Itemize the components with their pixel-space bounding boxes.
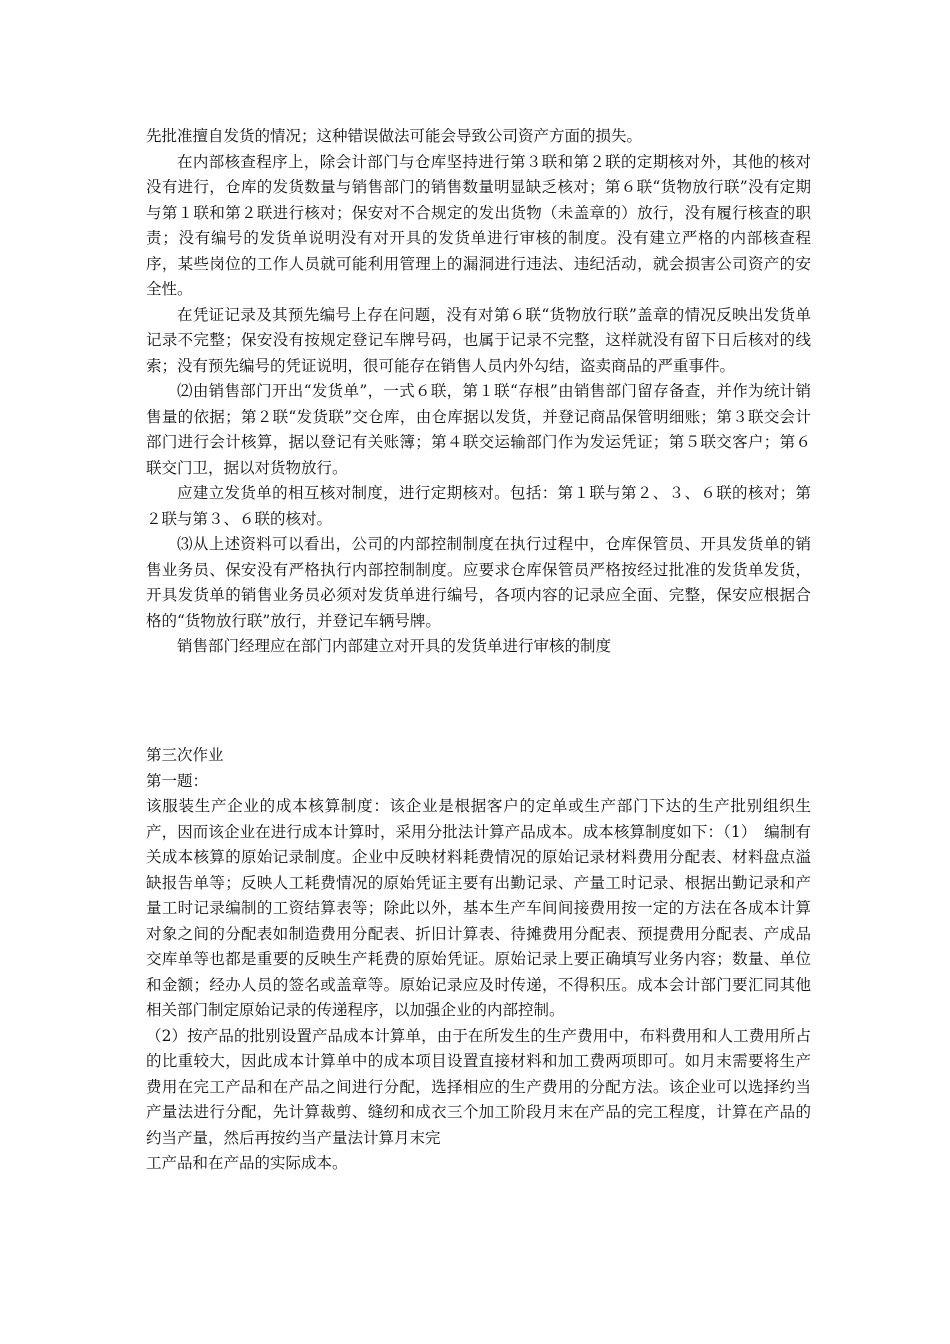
paragraph-continuation: 先批准擅自发货的情况；这种错误做法可能会导致公司资产方面的损失。: [146, 127, 643, 145]
paragraph-internal-check: 在内部核查程序上，除会计部门与仓库坚持进行第３联和第２联的定期核对外，其他的核对没有进行，仓库的发货数量与销售部门的销售数量明显缺乏核对；第６联“货物放行联”没有定期与第１联和第２联进行核对；保安对不合规定的发出货物（未盖章的）放行，没有履行核查的职责；没有编号的发货单说明没有对开具的发货单进行审核的制度。没有建立严格的内部核查程序，某些岗位的工作人员就可能利用管理上的漏洞进行违法、违纪活动，就会损害公司资产的安全性。: [146, 152, 811, 298]
assignment-heading: 第三次作业: [146, 746, 224, 764]
paragraph-voucher-records: 在凭证记录及其预先编号上存在问题，没有对第６联“货物放行联”盖章的情况反映出发货单记录不完整；保安没有按规定登记车牌号码，也属于记录不完整，这样就没有留下日后核对的线索；没有预先编号的凭证说明，很可能存在销售人员内外勾结，盗卖商品的严重事件。: [146, 305, 811, 375]
bottom-text-section: [146, 743, 811, 1177]
paragraph-cost-system: 该服装生产企业的成本核算制度：该企业是根据客户的定单或生产部门下达的生产批别组织生产，因而该企业在进行成本计算时，采用分批法计算产品成本。成本核算制度如下：（1） 编制有关成本核算的原始记录制度。企业中反映材料耗费情况的原始记录材料费用分配表、材料盘点溢缺报告单等；反映人工耗费情况的原始凭证主要有出勤记录、产量工时记录、根据出勤记录和产量工时记录编制的工资结算表等；除此以外，基本生产车间间接费用按一定的方法在各成本计算对象之间的分配表如制造费用分配表、折旧计算表、待摊费用分配表、预提费用分配表、产成品交库单等也都是重要的反映生产耗费的原始凭证。原始记录上要正确填写业务内容；数量、单位和金额；经办人员的签名或盖章等。原始记录应及时传递，不得积压。成本会计部门要汇同其他相关部门制定原始记录的传递程序，以加强企业的内部控制。: [146, 797, 811, 1019]
paragraph-final-line: 工产品和在产品的实际成本。: [146, 1154, 348, 1172]
paragraph-manager-review: 销售部门经理应在部门内部建立对开具的发货单进行审核的制度: [177, 637, 612, 655]
paragraph-delivery-note-flow: ⑵由销售部门开出“发货单”，一式６联，第１联“存根”由销售部门留存备查，并作为统计销售量的依据；第２联“发货联”交仓库，由仓库据以发货，并登记商品保管明细账；第３联交会计部门进行会计核算，据以登记有关账簿；第４联交运输部门作为发运凭证；第５联交客户；第６联交门卫，据以对货物放行。: [146, 382, 811, 477]
paragraph-cost-sheet: （2）按产品的批别设置产品成本计算单，由于在所发生的生产费用中，布料费用和人工费用所占的比重较大，因此成本计算单中的成本项目设置直接材料和加工费两项即可。如月末需要将生产费用在完工产品和在产品之间进行分配，选择相应的生产费用的分配方法。该企业可以选择约当产量法进行分配，先计算裁剪、缝纫和成衣三个加工阶段月末在产品的完工程度，计算在产品的约当产量，然后再按约当产量法计算月末完: [146, 1026, 811, 1147]
question-heading: 第一题：: [146, 771, 209, 790]
paragraph-conclusion: ⑶从上述资料可以看出，公司的内部控制制度在执行过程中，仓库保管员、开具发货单的销售业务员、保安没有严格执行内部控制制度。应要求仓库保管员严格按经过批准的发货单发货，开具发货单的销售业务员必须对发货单进行编号，各项内容的记录应全面、完整，保安应根据合格的“货物放行联”放行，并登记车辆号牌。: [146, 535, 811, 630]
top-text-section: [146, 124, 811, 660]
paragraph-cross-check: 应建立发货单的相互核对制度，进行定期核对。包括：第１联与第２、３、６联的核对；第２联与第３、６联的核对。: [146, 484, 811, 528]
